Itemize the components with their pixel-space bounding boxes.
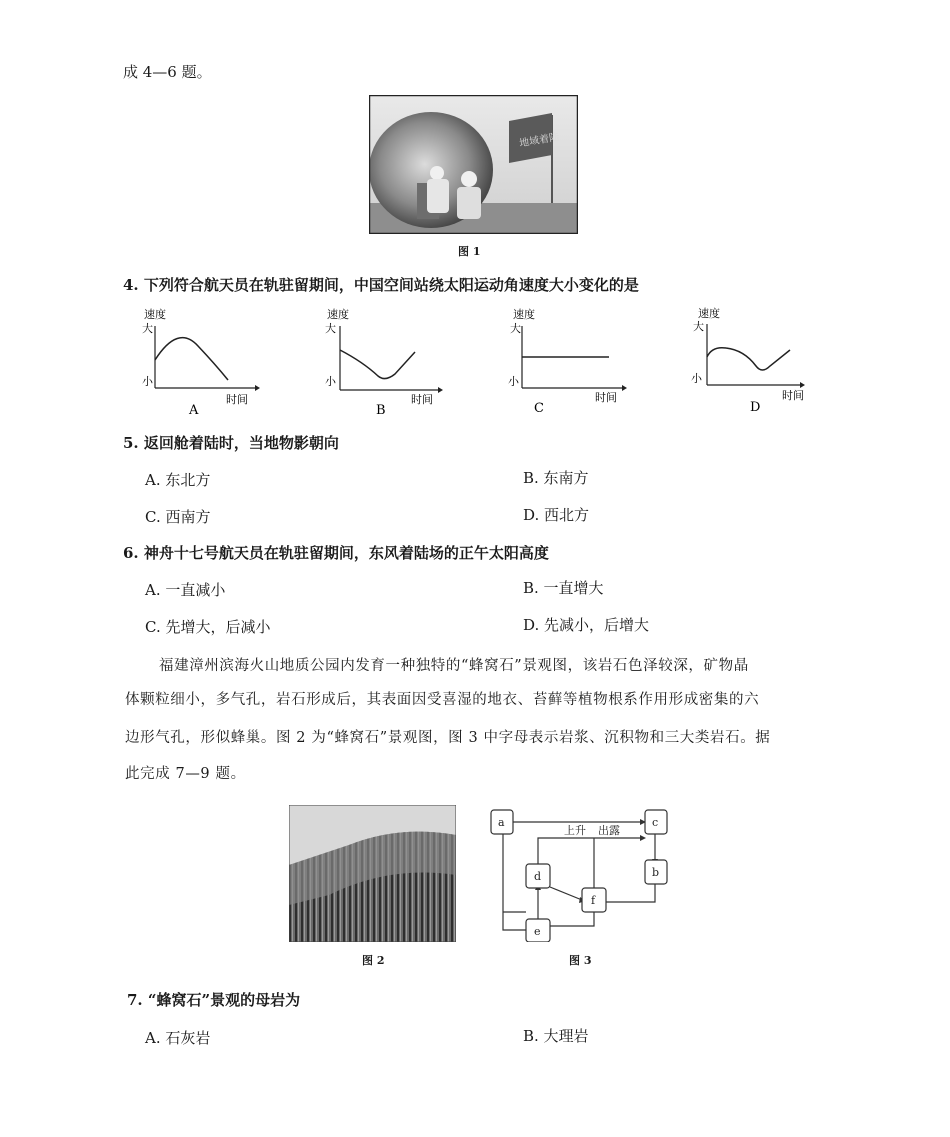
graph-a-y-high: 大 <box>142 322 153 335</box>
figure-3-caption: 图 3 <box>569 954 592 967</box>
q6-option-b[interactable]: B. 一直增大 <box>523 579 604 597</box>
node-b: b <box>652 866 660 879</box>
graph-d <box>690 302 810 416</box>
passage-line-3: 边形气孔，形似蜂巢。图 2 为“蜂窝石”景观图，图 3 中字母表示岩浆、沉积物和三大类岩石。据 <box>125 730 771 746</box>
label-exposed: 出露 <box>598 824 620 837</box>
passage-line-2: 体颗粒细小，多气孔，岩石形成后，其表面因受喜湿的地衣、苔藓等植物根系作用形成密集的六 <box>125 692 760 708</box>
passage-line-1: 福建漳州滨海火山地质公园内发育一种独特的“蜂窝石”景观图，该岩石色泽较深，矿物晶 <box>159 658 749 674</box>
graph-b-x-label: 时间 <box>411 393 433 406</box>
graph-b-y-high: 大 <box>325 322 336 335</box>
graph-a-option-label: A <box>189 403 199 418</box>
q5-option-b[interactable]: B. 东南方 <box>523 469 589 487</box>
graph-a-y-low: 小 <box>142 375 153 388</box>
graph-c-y-high: 大 <box>510 322 521 335</box>
q6-option-d[interactable]: D. 先减小，后增大 <box>523 616 650 634</box>
graph-a-x-label: 时间 <box>226 393 248 406</box>
question-5-stem: 5. 返回舱着陆时，当地物影朝向 <box>123 434 339 452</box>
q5-option-d[interactable]: D. 西北方 <box>523 506 590 524</box>
question-7-stem: 7. “蜂窝石”景观的母岩为 <box>127 991 301 1009</box>
flag-text: 地域着陆 <box>518 131 560 150</box>
graph-b <box>323 304 443 418</box>
graph-d-curve <box>707 348 790 370</box>
graph-c-y-low: 小 <box>508 375 519 388</box>
node-f: f <box>591 894 596 907</box>
q6-option-a[interactable]: A. 一直减小 <box>145 581 226 599</box>
graph-d-y-label: 速度 <box>698 307 720 320</box>
q6-option-c[interactable]: C. 先增大，后减小 <box>145 618 271 636</box>
graph-b-option-label: B <box>376 403 386 418</box>
question-4-stem: 4. 下列符合航天员在轨驻留期间，中国空间站绕太阳运动角速度大小变化的是 <box>123 276 639 294</box>
graph-b-curve <box>340 350 415 379</box>
figure-3-diagram <box>488 802 670 942</box>
graph-c-y-label: 速度 <box>513 308 535 321</box>
node-e: e <box>534 925 541 938</box>
question-6-stem: 6. 神舟十七号航天员在轨驻留期间，东风着陆场的正午太阳高度 <box>123 544 549 562</box>
graph-c <box>507 304 627 418</box>
graph-d-option-label: D <box>750 400 761 415</box>
graph-b-y-label: 速度 <box>327 308 349 321</box>
graph-d-x-label: 时间 <box>782 389 804 402</box>
graph-b-y-low: 小 <box>325 375 336 388</box>
q5-option-a[interactable]: A. 东北方 <box>145 471 211 489</box>
graph-a <box>140 304 260 418</box>
figure-2-caption: 图 2 <box>362 954 385 967</box>
label-rise: 上升 <box>564 824 586 837</box>
graph-d-y-low: 小 <box>691 372 702 385</box>
intro-tail: 成 4—6 题。 <box>123 63 212 81</box>
passage-line-4: 此完成 7—9 题。 <box>125 766 246 782</box>
q7-option-a[interactable]: A. 石灰岩 <box>145 1029 211 1047</box>
q7-option-b[interactable]: B. 大理岩 <box>523 1027 589 1045</box>
graph-a-y-label: 速度 <box>144 308 166 321</box>
graph-a-curve <box>155 338 228 380</box>
node-c: c <box>652 816 659 829</box>
figure-2-photo <box>289 805 456 942</box>
graph-c-x-label: 时间 <box>595 391 617 404</box>
graph-c-option-label: C <box>534 401 544 416</box>
graph-d-y-high: 大 <box>693 320 704 333</box>
figure-1-caption: 图 1 <box>458 245 481 258</box>
q5-option-c[interactable]: C. 西南方 <box>145 508 211 526</box>
figure-1-photo <box>369 95 578 234</box>
node-a: a <box>498 816 505 829</box>
node-d: d <box>534 870 542 883</box>
